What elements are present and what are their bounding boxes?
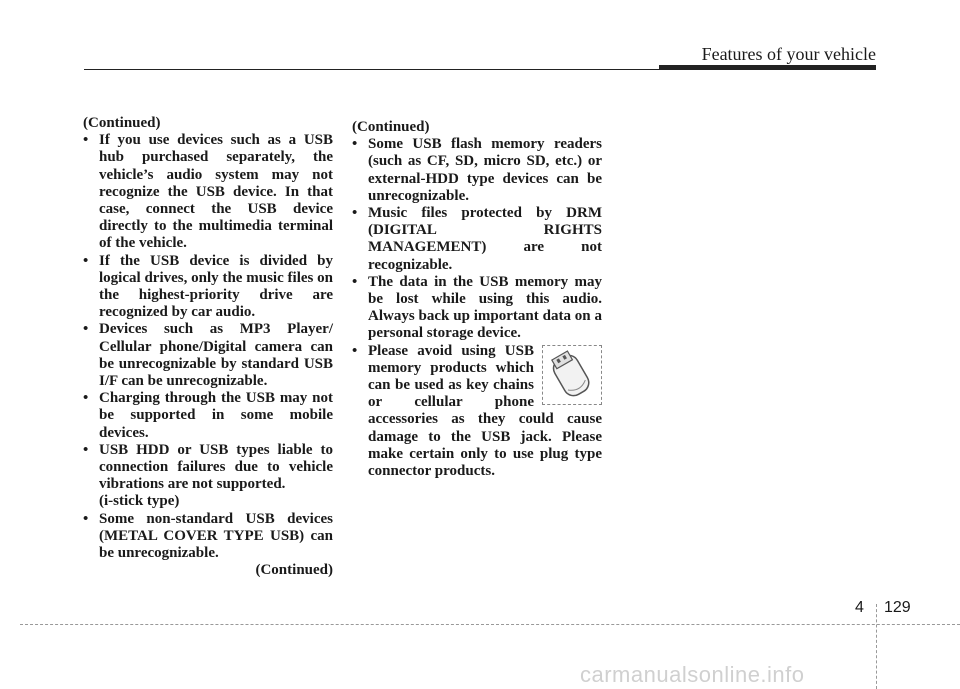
usb-stick-icon xyxy=(542,345,602,405)
header-title: Features of your vehicle xyxy=(701,44,876,64)
list-item: • Devices such as MP3 Player/ Cellular phone/Digital camera can be unrecognizable by standard USB I/F can be unrecognizable. xyxy=(83,321,333,390)
footer-rule xyxy=(20,624,960,625)
watermark-text: carmanualsonline.info xyxy=(580,662,805,687)
right-column xyxy=(352,119,602,480)
continued-label: (Continued) xyxy=(352,119,430,135)
list-item: • The data in the USB memory may be lost while using this audio. Always back up important data on a personal storage device. xyxy=(352,274,602,343)
bullet-list xyxy=(352,136,602,480)
list-item: • Some non-standard USB devices (METAL COVER TYPE USB) can be unrecognizable. xyxy=(83,511,333,563)
list-item: • Music files protected by DRM (DIGITAL RIGHTS MANAGEMENT) are not recognizable. xyxy=(352,205,602,274)
continued-label: (Continued) xyxy=(83,115,161,131)
list-item xyxy=(352,343,602,481)
bullet-list xyxy=(83,132,333,493)
bullet-list xyxy=(83,511,333,563)
list-item: • Charging through the USB may not be supported in some mobile devices. xyxy=(83,390,333,442)
sub-note: (i-stick type) xyxy=(99,493,180,510)
page-number: 129 xyxy=(884,599,911,616)
list-item: • If you use devices such as a USB hub purchased separately, the vehicle’s audio system may not recognize the USB device. In that case, connect the USB device directly to the multimedia terminal of the vehicle. xyxy=(83,132,333,252)
header-rule-accent xyxy=(659,65,876,70)
chapter-number: 4 xyxy=(855,599,864,616)
footer-divider xyxy=(876,604,877,689)
list-item: • If the USB device is divided by logical drives, only the music files on the highest-priority drive are recognized by car audio. xyxy=(83,253,333,322)
list-item-text: Please avoid using USB memory products which can be used as key chains or cellular phone accessories as they could cause damage to the USB jack. Please make certain only to use plug type connector products. xyxy=(368,342,602,480)
continued-label: (Continued) xyxy=(255,562,333,579)
list-item: • Some USB flash memory readers (such as CF, SD, micro SD, etc.) or external-HDD type devices can be unrecognizable. xyxy=(352,136,602,205)
left-column xyxy=(83,115,333,579)
list-item: • USB HDD or USB types liable to connection failures due to vehicle vibrations are not supported. xyxy=(83,442,333,494)
